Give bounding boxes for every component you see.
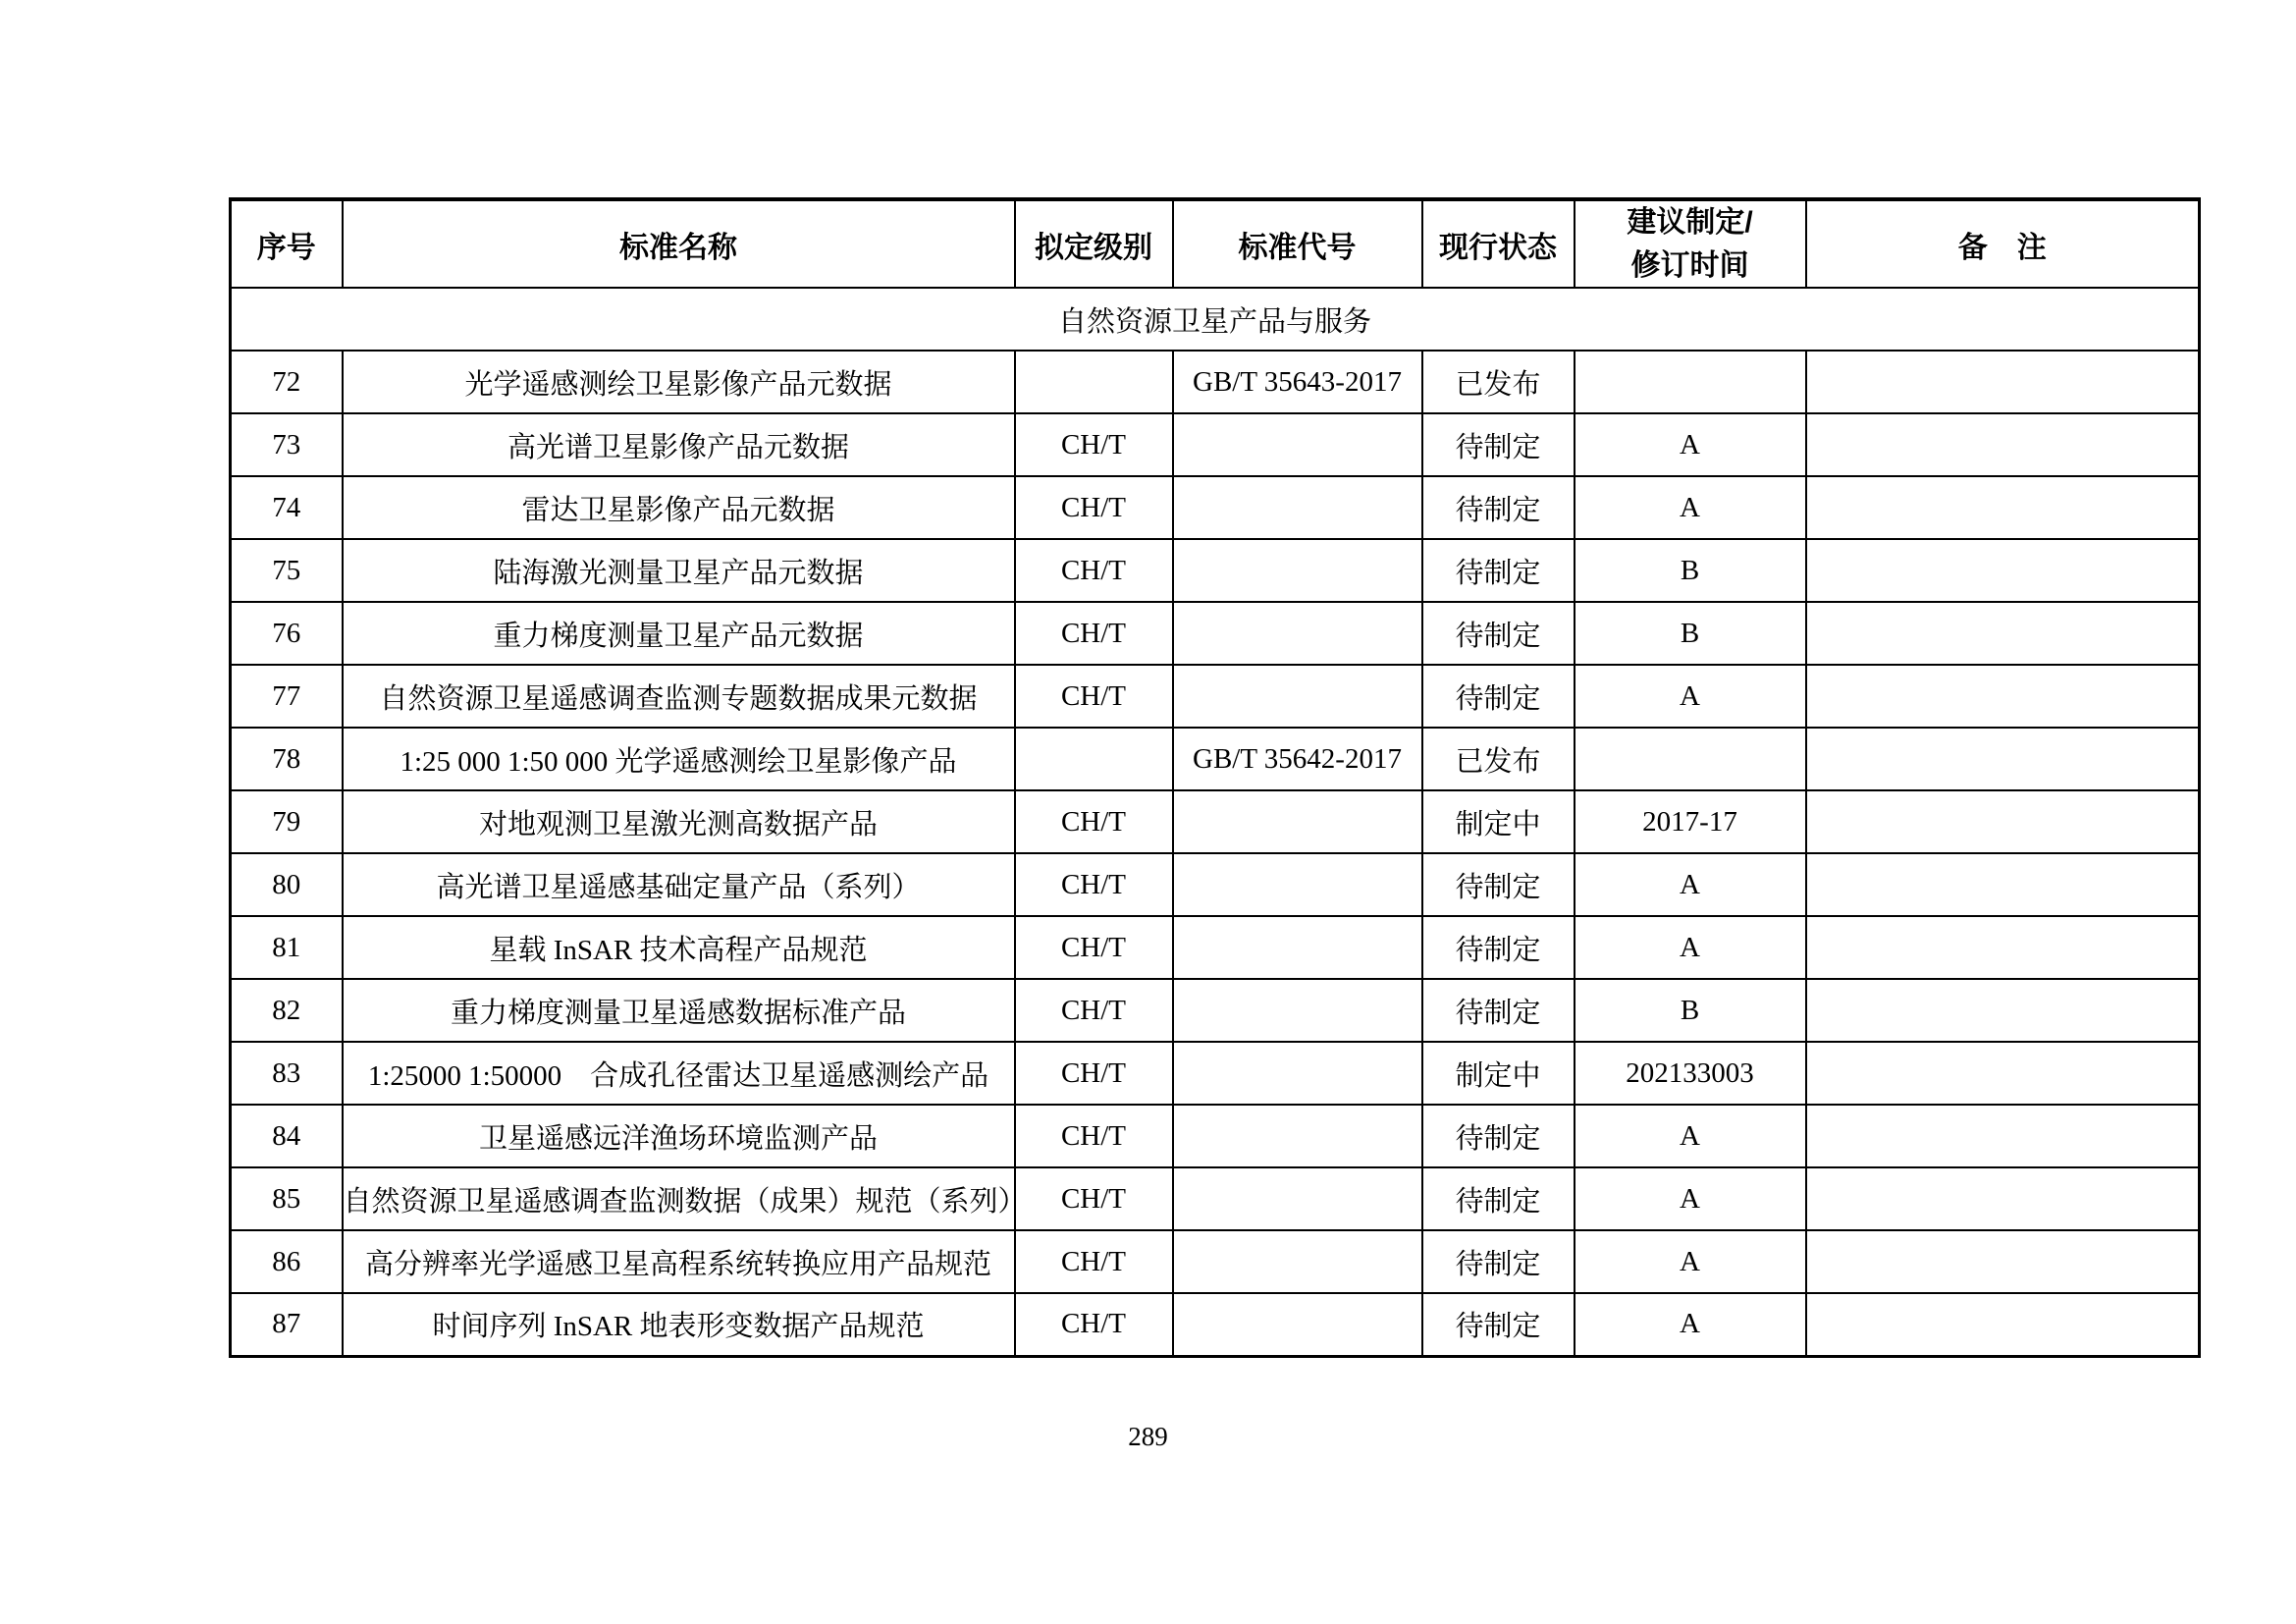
standard-code-cell xyxy=(1173,1167,1422,1230)
row-number-cell: 86 xyxy=(231,1230,343,1293)
col-header-name: 标准名称 xyxy=(343,199,1015,288)
row-number-cell: 87 xyxy=(231,1293,343,1356)
suggested-time-cell: A xyxy=(1575,853,1806,916)
proposed-level-cell: CH/T xyxy=(1015,413,1173,476)
standard-code-cell xyxy=(1173,413,1422,476)
current-status-cell: 待制定 xyxy=(1422,665,1575,728)
note-cell xyxy=(1806,602,2200,665)
proposed-level-cell: CH/T xyxy=(1015,853,1173,916)
page-number: 289 xyxy=(1128,1422,1168,1451)
table-header-row xyxy=(231,199,2200,288)
proposed-level-cell: CH/T xyxy=(1015,476,1173,539)
current-status-cell: 待制定 xyxy=(1422,916,1575,979)
table-row xyxy=(231,916,2200,979)
table-row xyxy=(231,1167,2200,1230)
current-status-cell: 已发布 xyxy=(1422,728,1575,790)
standard-name-cell: 星载 InSAR 技术高程产品规范 xyxy=(343,916,1015,979)
standard-code-cell xyxy=(1173,1105,1422,1167)
standard-name-cell: 卫星遥感远洋渔场环境监测产品 xyxy=(343,1105,1015,1167)
standard-code-cell xyxy=(1173,1230,1422,1293)
standard-code-cell xyxy=(1173,916,1422,979)
note-cell xyxy=(1806,539,2200,602)
table-row xyxy=(231,790,2200,853)
proposed-level-cell: CH/T xyxy=(1015,665,1173,728)
suggested-time-cell: A xyxy=(1575,1167,1806,1230)
current-status-cell: 待制定 xyxy=(1422,476,1575,539)
current-status-cell: 待制定 xyxy=(1422,1230,1575,1293)
table-row xyxy=(231,1230,2200,1293)
proposed-level-cell: CH/T xyxy=(1015,790,1173,853)
current-status-cell: 制定中 xyxy=(1422,790,1575,853)
note-cell xyxy=(1806,351,2200,413)
current-status-cell: 制定中 xyxy=(1422,1042,1575,1105)
table-row xyxy=(231,351,2200,413)
standard-name-cell: 时间序列 InSAR 地表形变数据产品规范 xyxy=(343,1293,1015,1356)
note-cell xyxy=(1806,1293,2200,1356)
row-number-cell: 84 xyxy=(231,1105,343,1167)
suggested-time-cell: 2017-17 xyxy=(1575,790,1806,853)
proposed-level-cell: CH/T xyxy=(1015,1167,1173,1230)
note-cell xyxy=(1806,790,2200,853)
standard-code-cell xyxy=(1173,1042,1422,1105)
row-number-cell: 79 xyxy=(231,790,343,853)
row-number-cell: 76 xyxy=(231,602,343,665)
current-status-cell: 待制定 xyxy=(1422,539,1575,602)
row-number-cell: 78 xyxy=(231,728,343,790)
suggested-time-cell: A xyxy=(1575,476,1806,539)
row-number-cell: 73 xyxy=(231,413,343,476)
current-status-cell: 已发布 xyxy=(1422,351,1575,413)
standard-code-cell xyxy=(1173,979,1422,1042)
suggested-time-cell xyxy=(1575,728,1806,790)
note-cell xyxy=(1806,1105,2200,1167)
proposed-level-cell: CH/T xyxy=(1015,1293,1173,1356)
note-cell xyxy=(1806,1230,2200,1293)
table-row xyxy=(231,728,2200,790)
col-header-time-line1: 建议制定/ xyxy=(1627,206,1753,239)
col-header-level: 拟定级别 xyxy=(1015,199,1173,288)
standard-code-cell xyxy=(1173,790,1422,853)
table-row xyxy=(231,1293,2200,1356)
standard-name-cell: 自然资源卫星遥感调查监测专题数据成果元数据 xyxy=(343,665,1015,728)
col-header-time-line2: 修订时间 xyxy=(1630,248,1749,282)
note-cell xyxy=(1806,476,2200,539)
row-number-cell: 83 xyxy=(231,1042,343,1105)
standard-code-cell: GB/T 35642-2017 xyxy=(1173,728,1422,790)
standard-name-cell: 高光谱卫星遥感基础定量产品（系列） xyxy=(343,853,1015,916)
proposed-level-cell: CH/T xyxy=(1015,539,1173,602)
standards-table xyxy=(229,197,2201,1358)
col-header-no: 序号 xyxy=(231,199,343,288)
suggested-time-cell: A xyxy=(1575,916,1806,979)
row-number-cell: 72 xyxy=(231,351,343,413)
suggested-time-cell: A xyxy=(1575,413,1806,476)
standard-code-cell xyxy=(1173,853,1422,916)
note-cell xyxy=(1806,1167,2200,1230)
col-header-code: 标准代号 xyxy=(1173,199,1422,288)
row-number-cell: 75 xyxy=(231,539,343,602)
standard-name-cell: 雷达卫星影像产品元数据 xyxy=(343,476,1015,539)
standard-code-cell: GB/T 35643-2017 xyxy=(1173,351,1422,413)
standard-name-cell: 高分辨率光学遥感卫星高程系统转换应用产品规范 xyxy=(343,1230,1015,1293)
standard-code-cell xyxy=(1173,1293,1422,1356)
standard-name-cell: 重力梯度测量卫星遥感数据标准产品 xyxy=(343,979,1015,1042)
current-status-cell: 待制定 xyxy=(1422,853,1575,916)
proposed-level-cell: CH/T xyxy=(1015,979,1173,1042)
proposed-level-cell: CH/T xyxy=(1015,916,1173,979)
suggested-time-cell: A xyxy=(1575,665,1806,728)
row-number-cell: 74 xyxy=(231,476,343,539)
table-row xyxy=(231,853,2200,916)
row-number-cell: 80 xyxy=(231,853,343,916)
section-label: 自然资源卫星产品与服务 xyxy=(231,288,2200,351)
table-row xyxy=(231,665,2200,728)
table-row xyxy=(231,539,2200,602)
current-status-cell: 待制定 xyxy=(1422,413,1575,476)
current-status-cell: 待制定 xyxy=(1422,1293,1575,1356)
note-cell xyxy=(1806,979,2200,1042)
standard-code-cell xyxy=(1173,539,1422,602)
proposed-level-cell: CH/T xyxy=(1015,1042,1173,1105)
col-header-note: 备 注 xyxy=(1806,199,2200,288)
standard-name-cell: 1:25 000 1:50 000 光学遥感测绘卫星影像产品 xyxy=(343,728,1015,790)
row-number-cell: 77 xyxy=(231,665,343,728)
note-cell xyxy=(1806,728,2200,790)
standard-name-cell: 陆海激光测量卫星产品元数据 xyxy=(343,539,1015,602)
suggested-time-cell: B xyxy=(1575,602,1806,665)
current-status-cell: 待制定 xyxy=(1422,1167,1575,1230)
table-row xyxy=(231,476,2200,539)
current-status-cell: 待制定 xyxy=(1422,979,1575,1042)
table-row xyxy=(231,1105,2200,1167)
suggested-time-cell: A xyxy=(1575,1105,1806,1167)
standard-code-cell xyxy=(1173,476,1422,539)
table-row xyxy=(231,979,2200,1042)
suggested-time-cell: A xyxy=(1575,1293,1806,1356)
standard-code-cell xyxy=(1173,665,1422,728)
standard-code-cell xyxy=(1173,602,1422,665)
suggested-time-cell: A xyxy=(1575,1230,1806,1293)
suggested-time-cell xyxy=(1575,351,1806,413)
current-status-cell: 待制定 xyxy=(1422,602,1575,665)
proposed-level-cell xyxy=(1015,351,1173,413)
standard-name-cell: 1:25000 1:50000 合成孔径雷达卫星遥感测绘产品 xyxy=(343,1042,1015,1105)
proposed-level-cell xyxy=(1015,728,1173,790)
current-status-cell: 待制定 xyxy=(1422,1105,1575,1167)
row-number-cell: 82 xyxy=(231,979,343,1042)
row-number-cell: 85 xyxy=(231,1167,343,1230)
standard-name-cell: 光学遥感测绘卫星影像产品元数据 xyxy=(343,351,1015,413)
standard-name-cell: 高光谱卫星影像产品元数据 xyxy=(343,413,1015,476)
note-cell xyxy=(1806,1042,2200,1105)
table-row xyxy=(231,413,2200,476)
note-cell xyxy=(1806,916,2200,979)
table-row xyxy=(231,602,2200,665)
table-row xyxy=(231,1042,2200,1105)
standard-name-cell: 重力梯度测量卫星产品元数据 xyxy=(343,602,1015,665)
standard-name-cell: 对地观测卫星激光测高数据产品 xyxy=(343,790,1015,853)
note-cell xyxy=(1806,853,2200,916)
suggested-time-cell: B xyxy=(1575,979,1806,1042)
proposed-level-cell: CH/T xyxy=(1015,1230,1173,1293)
proposed-level-cell: CH/T xyxy=(1015,602,1173,665)
proposed-level-cell: CH/T xyxy=(1015,1105,1173,1167)
note-cell xyxy=(1806,665,2200,728)
section-header-row xyxy=(231,288,2200,351)
suggested-time-cell: 202133003 xyxy=(1575,1042,1806,1105)
col-header-status: 现行状态 xyxy=(1422,199,1575,288)
standard-name-cell: 自然资源卫星遥感调查监测数据（成果）规范（系列） xyxy=(343,1167,1015,1230)
row-number-cell: 81 xyxy=(231,916,343,979)
suggested-time-cell: B xyxy=(1575,539,1806,602)
col-header-time xyxy=(1575,199,1806,288)
note-cell xyxy=(1806,413,2200,476)
